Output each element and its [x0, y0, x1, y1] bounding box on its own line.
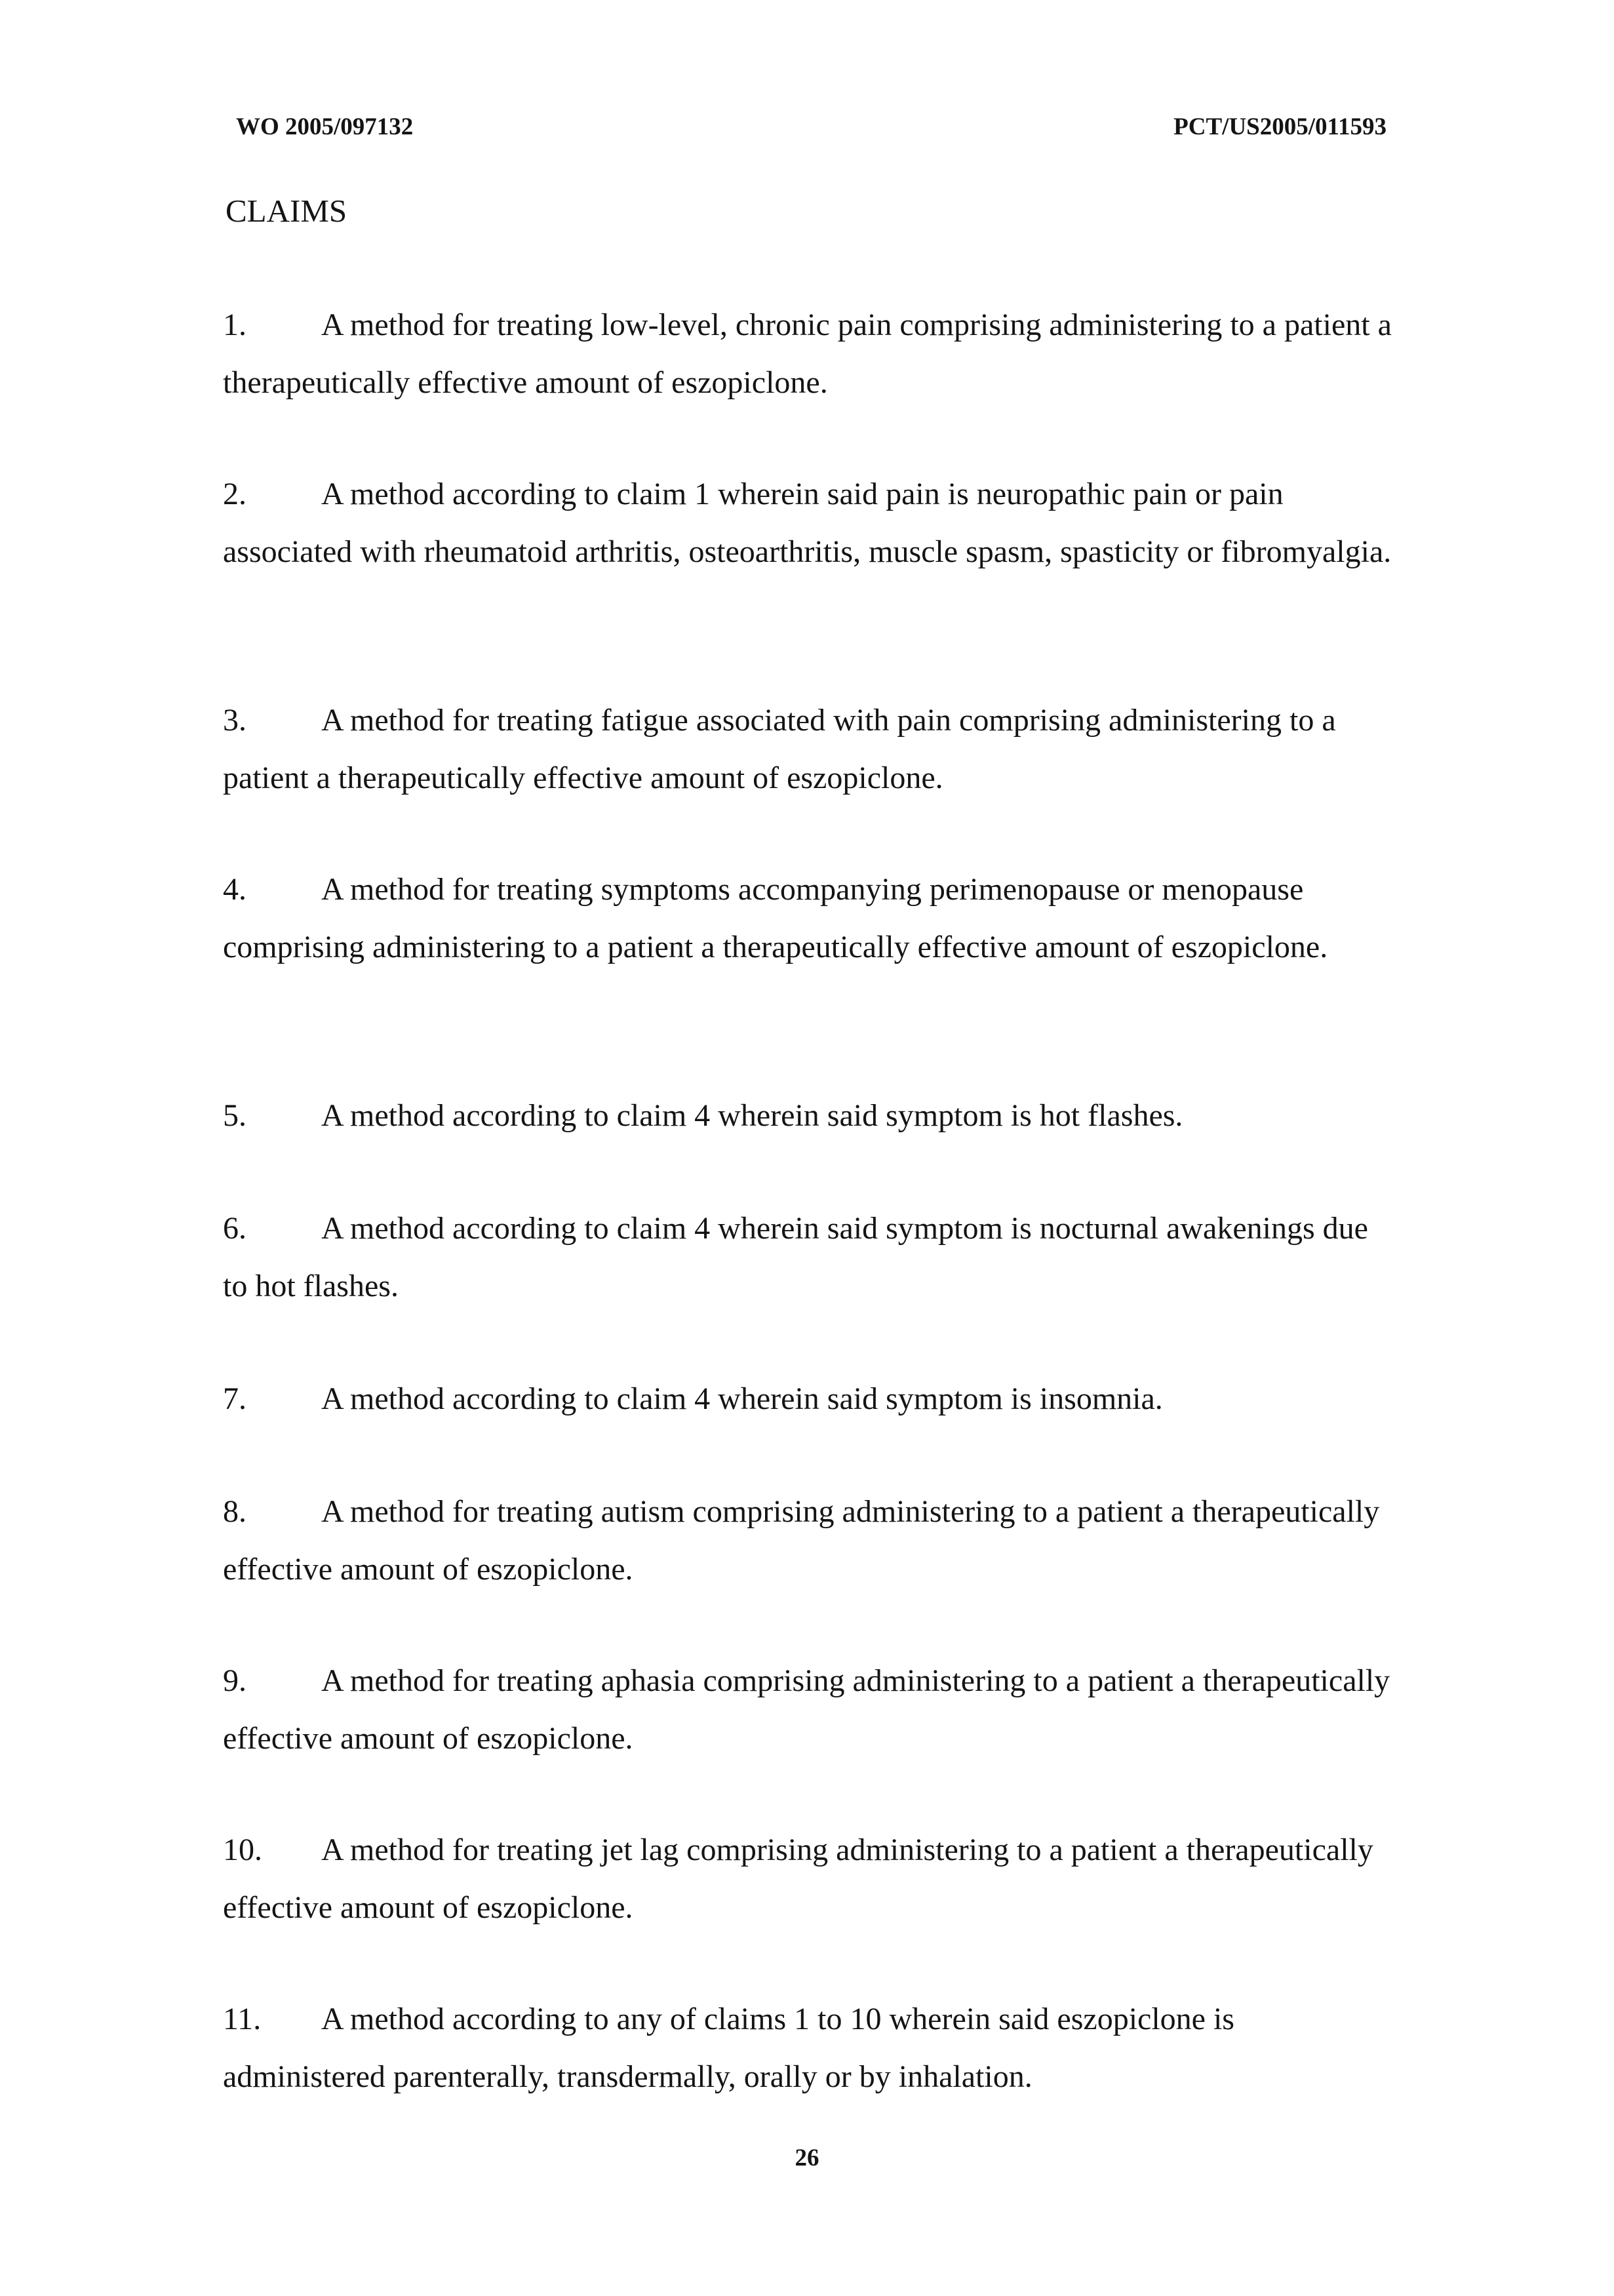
claim-number: 4. [223, 872, 246, 907]
claim-text: A method according to claim 4 wherein said symptom is insomnia. [321, 1381, 1163, 1416]
claim-number: 5. [223, 1098, 246, 1133]
claim-text: A method according to claim 4 wherein said symptom is nocturnal awakenings due to hot flashes. [223, 1211, 1368, 1303]
claim-6 [223, 1200, 1396, 1315]
section-title: CLAIMS [226, 193, 347, 229]
claim-text: A method for treating autism comprising administering to a patient a therapeutically effective amount of eszopiclone. [223, 1494, 1380, 1587]
claim-text: A method according to claim 4 wherein said symptom is hot flashes. [321, 1098, 1183, 1133]
claim-number: 11. [223, 2002, 262, 2036]
publication-number: WO 2005/097132 [236, 113, 414, 140]
application-number: PCT/US2005/011593 [1173, 113, 1387, 140]
claim-1 [223, 296, 1396, 412]
claim-8 [223, 1483, 1396, 1598]
claim-number: 10. [223, 1832, 262, 1867]
claim-number: 3. [223, 703, 246, 738]
claim-7 [223, 1370, 1396, 1428]
claim-number: 7. [223, 1381, 246, 1416]
claim-text: A method according to claim 1 wherein said pain is neuropathic pain or pain associated with rheumatoid arthritis, osteoarthritis, muscle spasm, spasticity or fibromyalgia. [223, 477, 1392, 569]
claim-4 [223, 861, 1396, 976]
claim-3 [223, 692, 1396, 807]
claim-text: A method for treating symptoms accompanying perimenopause or menopause comprising administering to a patient a therapeutically effective amount of eszopiclone. [223, 872, 1328, 964]
claim-10 [223, 1821, 1396, 1937]
claim-11 [223, 1990, 1396, 2106]
claim-9 [223, 1652, 1396, 1768]
claim-text: A method according to any of claims 1 to 10 wherein said eszopiclone is administered parenterally, transdermally, orally or by inhalation. [223, 2002, 1234, 2094]
claim-number: 8. [223, 1494, 246, 1529]
claim-text: A method for treating fatigue associated with pain comprising administering to a patient a therapeutically effective amount of eszopiclone. [223, 703, 1336, 795]
claim-2 [223, 465, 1396, 581]
claim-number: 1. [223, 307, 246, 342]
claim-5 [223, 1087, 1396, 1145]
page-number: 26 [795, 2145, 819, 2171]
claim-text: A method for treating low-level, chronic pain comprising administering to a patient a therapeutically effective amount of eszopiclone. [223, 307, 1392, 400]
claim-text: A method for treating jet lag comprising administering to a patient a therapeutically effective amount of eszopiclone. [223, 1832, 1373, 1925]
claim-number: 9. [223, 1663, 246, 1698]
claim-number: 2. [223, 477, 246, 511]
claim-number: 6. [223, 1211, 246, 1246]
claim-text: A method for treating aphasia comprising administering to a patient a therapeutically effective amount of eszopiclone. [223, 1663, 1390, 1756]
